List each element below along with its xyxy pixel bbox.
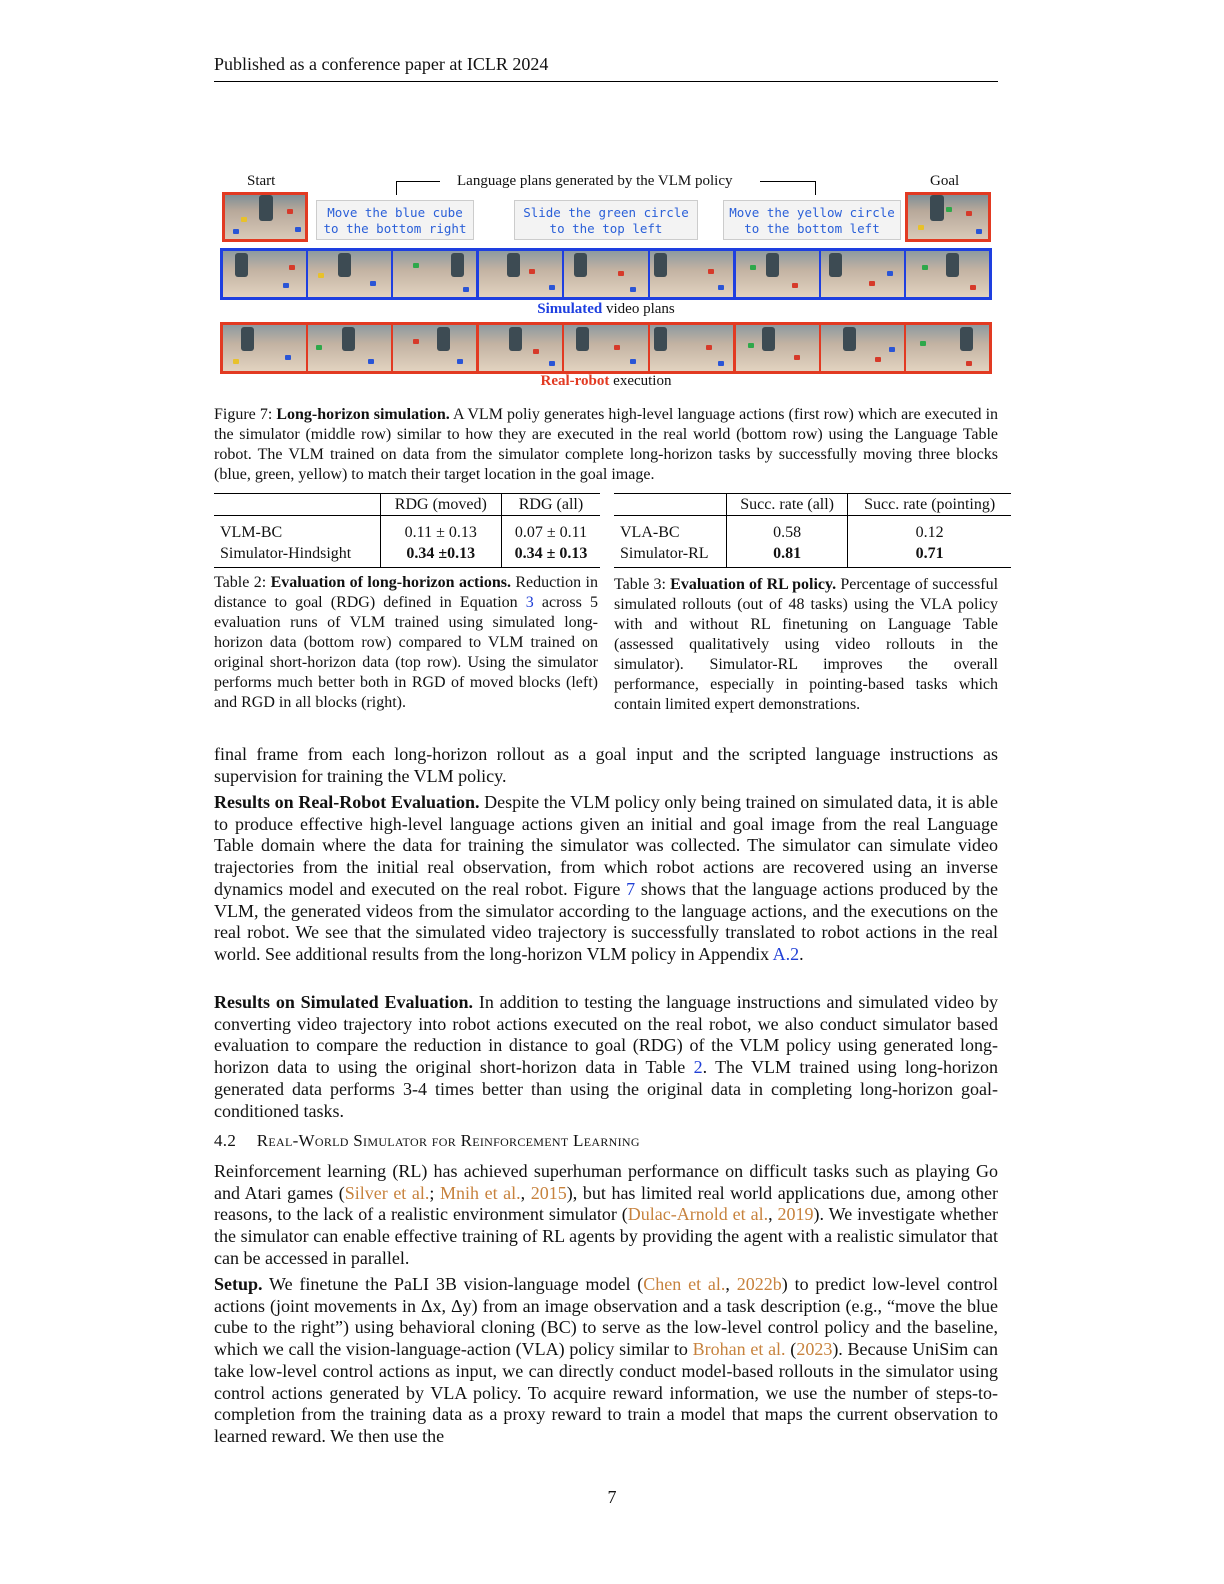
citation-year-link[interactable]: 2022b	[736, 1274, 782, 1294]
table-cell: 0.34 ±0.13	[380, 543, 501, 568]
sim-frame	[735, 251, 821, 297]
plans-title: Language plans generated by the VLM policy	[457, 173, 733, 189]
simulated-strip	[220, 248, 992, 300]
table-3-caption-title: Evaluation of RL policy.	[670, 576, 837, 593]
table-cell: VLM-BC	[220, 523, 283, 541]
paragraph-text: ), but has limited real world applications due, among other reasons, to the lack of a realistic environment simulator (	[214, 1182, 998, 1225]
table-2-header	[214, 494, 600, 516]
simulated-label-strong: Simulated	[537, 301, 603, 317]
paragraph-text: .	[799, 943, 804, 964]
real-frame	[906, 325, 989, 371]
page-number: 7	[607, 1487, 617, 1507]
paragraph-text: In addition to testing the language instructions and simulated video by converting video trajectory into robot actions executed on the real robot, we also conduct simulator based evaluation to compare the reduction in distance to goal (RDG) of the VLM policy using generated long-horizon data to using the original short-horizon data in Table	[214, 992, 998, 1078]
citation-link[interactable]: Mnih et al.	[440, 1182, 521, 1203]
table-ref-link[interactable]: 2	[693, 1057, 703, 1078]
table-3-header-cell: Succ. rate (all)	[727, 494, 848, 516]
plan-2-line1: Slide the green circle	[523, 205, 689, 220]
table-cell: Simulator-Hindsight	[220, 544, 352, 562]
equation-ref-link[interactable]: 3	[525, 594, 534, 611]
plan-3-line2: to the bottom left	[744, 221, 880, 236]
real-frame	[650, 325, 735, 371]
paragraph-text: ) to predict low-level control actions (joint movements in Δx, Δy) from an image observation and a task description (e.g., “move the blue cube to the right”) using behavioral cloning (BC) to serve as the low-level control policy and the baseline, which we call the vision-language-action (VLA) policy similar to	[214, 1274, 998, 1360]
citation-year-link[interactable]: 2015	[530, 1182, 567, 1203]
paragraph-simulated	[214, 992, 998, 1122]
table-2	[214, 493, 600, 568]
table-2-caption-title: Evaluation of long-horizon actions.	[270, 574, 511, 591]
paragraph-real-robot	[214, 792, 998, 966]
citation-link[interactable]: Chen et al.	[643, 1274, 726, 1294]
table-2-header-cell: RDG (all)	[501, 494, 600, 516]
real-frame	[735, 325, 821, 371]
running-head: Published as a conference paper at ICLR 2024	[214, 54, 998, 82]
table-cell: 0.81	[727, 543, 848, 568]
table-3	[614, 493, 1011, 568]
table-2-header-cell: RDG (moved)	[380, 494, 501, 516]
figure-7	[214, 170, 998, 395]
paragraph-heading: Results on Simulated Evaluation.	[214, 992, 474, 1012]
table-cell: 0.12	[848, 522, 1011, 543]
citation-year-link[interactable]: 2019	[777, 1204, 814, 1225]
citation-year-link[interactable]: 2023	[796, 1339, 833, 1360]
figure-7-caption	[214, 405, 998, 485]
bracket-right	[760, 181, 815, 182]
real-robot-label-rest: execution	[609, 373, 672, 389]
paragraph-text: . The VLM trained using long-horizon generated data performs 3-4 times better than using the original data in completing long-horizon goal-conditioned tasks.	[214, 1057, 998, 1121]
table-3-header	[614, 494, 1011, 516]
real-frame	[821, 325, 906, 371]
plan-3	[723, 200, 901, 240]
real-frame	[393, 325, 478, 371]
table-row	[614, 543, 1011, 568]
real-frame	[308, 325, 393, 371]
start-image	[222, 192, 308, 242]
section-heading	[214, 1131, 998, 1151]
paragraph-text: ,	[768, 1204, 778, 1225]
paragraph-text: (	[785, 1339, 797, 1360]
table-3-caption-prefix: Table 3:	[614, 576, 671, 593]
plan-1	[316, 200, 474, 240]
real-frame	[564, 325, 649, 371]
table-cell: Simulator-RL	[620, 544, 709, 562]
plan-3-line1: Move the yellow circle	[729, 205, 895, 220]
sim-frame	[906, 251, 989, 297]
table-cell: 0.71	[848, 543, 1011, 568]
table-3-header-cell: Succ. rate (pointing)	[848, 494, 1011, 516]
sim-frame	[308, 251, 393, 297]
table-cell: 0.07 ± 0.11	[501, 522, 600, 543]
table-row	[614, 522, 1011, 543]
section-title: Real-World Simulator for Reinforcement Learning	[256, 1131, 640, 1150]
sim-frame	[478, 251, 564, 297]
paragraph-heading: Setup.	[214, 1274, 263, 1294]
table-2-caption-text-a: Reduction in distance to goal (RDG) defined in Equation	[214, 574, 598, 611]
paragraph-setup	[214, 1274, 998, 1448]
citation-link[interactable]: Silver et al.	[344, 1182, 430, 1203]
appendix-ref-link[interactable]: A.2	[772, 943, 800, 964]
sim-frame	[223, 251, 308, 297]
table-3-caption	[614, 575, 998, 715]
paragraph-text: Reinforcement learning (RL) has achieved superhuman performance on difficult tasks such as playing Go and Atari games (	[214, 1161, 998, 1203]
table-3-caption-text: Percentage of successful simulated rollouts (out of 48 tasks) using the VLA policy with and without RL finetuning on Language Table (assessed qualitatively using video rollouts in the simulator). Simulator-RL improves the overall performance, especially in pointing-based tasks which contain limited expert demonstrations.	[614, 576, 999, 713]
paragraph-text: shows that the language actions produced by the VLM, the generated videos from the simulator according to the language actions, and the executions on the real robot. We see that the simulated video trajectory is successfully translated to robot actions in the real world. See additional results from the long-horizon VLM policy in Appendix	[214, 878, 998, 964]
section-number: 4.2	[214, 1131, 237, 1150]
real-robot-label-strong: Real-robot	[540, 373, 610, 389]
goal-image	[905, 192, 991, 242]
goal-label: Goal	[930, 173, 960, 189]
real-robot-strip	[220, 322, 992, 374]
paragraph-rl-intro	[214, 1161, 998, 1270]
paragraph-text: ). We investigate whether the simulator can enable effective training of RL agents by providing the agent with a realistic simulator that can be accessed in parallel.	[214, 1204, 999, 1268]
sim-frame	[393, 251, 478, 297]
figure-7-caption-prefix: Figure 7:	[214, 406, 277, 423]
start-label: Start	[247, 173, 276, 189]
paragraph-text: ,	[725, 1274, 737, 1294]
table-row	[214, 543, 600, 568]
real-frame	[478, 325, 564, 371]
real-robot-label	[214, 373, 998, 390]
table-row	[214, 522, 600, 543]
paragraph-heading: Results on Real-Robot Evaluation.	[214, 792, 480, 812]
table-2-header-cell	[214, 494, 380, 516]
table-3-header-cell	[614, 494, 727, 516]
paragraph-text: ). Because UniSim can take low-level control actions as input, we can directly conduct model-based rollouts in the simulator using control actions generated by VLA policy. To acquire reward information, we use the number of steps-to-completion from the training data as a proxy reward to train a model that maps the current observation to learned reward. We then use the	[214, 1339, 999, 1446]
plan-2	[514, 200, 698, 240]
paragraph-text: ,	[520, 1182, 531, 1203]
bracket-right-stem	[815, 181, 816, 195]
figure-7-caption-title: Long-horizon simulation.	[276, 406, 450, 423]
paragraph-continuation: final frame from each long-horizon rollout as a goal input and the scripted language instructions as supervision for training the VLM policy.	[214, 744, 998, 786]
table-cell: 0.34 ± 0.13	[501, 543, 600, 568]
sim-frame	[821, 251, 906, 297]
sim-frame	[650, 251, 735, 297]
paragraph-text: Despite the VLM policy only being trained on simulated data, it is able to produce effective high-level language actions given an initial and goal image from the real Language Table domain where the data for training the simulator was collected. The simulator can simulate video trajectories from the initial real observation, from which robot actions are recovered using an inverse dynamics model and executed on the real robot. Figure	[214, 792, 998, 899]
table-cell: 0.11 ± 0.13	[380, 522, 501, 543]
figure-7-caption-text: A VLM poliy generates high-level language actions (first row) which are executed in the simulator (middle row) similar to how they are executed in the real world (bottom row) using the Language Table robot. The VLM trained on data from the simulator complete long-horizon tasks by successfully moving three blocks (blue, green, yellow) to match their target location in the goal image.	[214, 406, 999, 483]
bracket-left	[396, 181, 440, 182]
simulated-label-rest: video plans	[602, 301, 675, 317]
real-frame	[223, 325, 308, 371]
figure-ref-link[interactable]: 7	[626, 878, 636, 899]
plan-2-line2: to the top left	[549, 221, 663, 236]
table-2-caption-text-b: across 5 evaluation runs of VLM trained using simulated long-horizon data (bottom row) compared to VLM trained on original short-horizon data (top row). Using the simulator performs much better both in RGD of moved blocks (left) and RGD in all blocks (right).	[214, 594, 598, 711]
plan-1-line1: Move the blue cube	[327, 205, 463, 220]
paragraph-text: ;	[429, 1182, 440, 1203]
table-2-caption	[214, 573, 598, 713]
citation-link[interactable]: Dulac-Arnold et al.	[627, 1204, 769, 1225]
sim-frame	[564, 251, 649, 297]
bracket-left-stem	[396, 181, 397, 195]
table-cell: 0.58	[727, 522, 848, 543]
citation-link[interactable]: Brohan et al.	[692, 1339, 786, 1360]
table-2-caption-prefix: Table 2:	[214, 574, 271, 591]
plan-1-line2: to the bottom right	[323, 221, 467, 236]
table-cell: VLA-BC	[620, 523, 680, 541]
simulated-label	[214, 301, 998, 318]
paragraph-text: We finetune the PaLI 3B vision-language model (	[262, 1274, 644, 1294]
